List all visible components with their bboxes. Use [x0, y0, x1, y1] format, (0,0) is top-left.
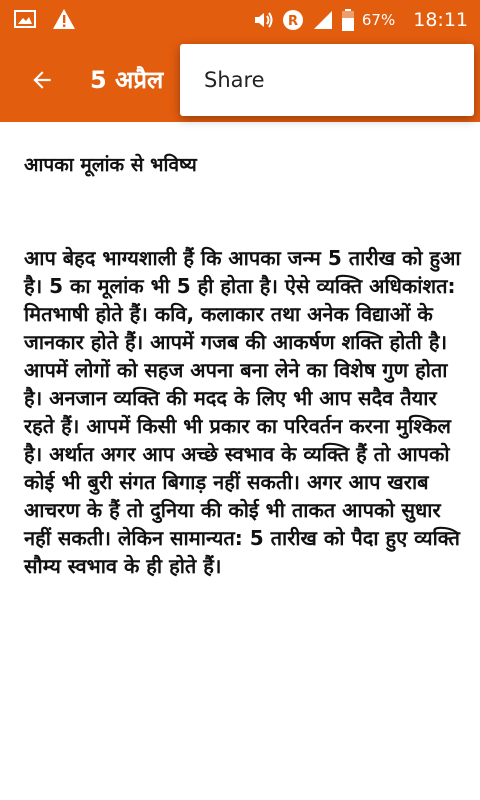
page-title: 5 अप्रैल — [90, 66, 164, 94]
battery-percent: 67% — [361, 11, 396, 29]
warning-icon — [52, 8, 76, 34]
vibrate-icon — [252, 10, 274, 30]
roaming-icon — [282, 9, 304, 31]
article — [24, 150, 464, 580]
status-right-icons — [252, 0, 468, 40]
overflow-menu — [180, 44, 474, 116]
gallery-icon — [14, 9, 36, 33]
battery-icon — [342, 9, 354, 31]
svg-text:R: R — [287, 14, 298, 29]
status-bar — [0, 0, 480, 40]
menu-item-share[interactable]: Share — [204, 68, 265, 92]
signal-icon — [312, 10, 334, 30]
article-heading: आपका मूलांक से भविष्य — [24, 154, 197, 176]
back-button[interactable] — [20, 60, 64, 104]
arrow-back-icon — [29, 67, 55, 97]
article-body: आप बेहद भाग्यशाली हैं कि आपका जन्म 5 तारीख को हुआ है। 5 का मूलांक भी 5 ही होता है। ऐसे व्यक्ति अधिकांशत: मितभाषी होते हैं। कवि, कलाकार तथा अनेक विद्याओं के जानकार होते हैं। आपमें गजब की आकर्षण शक्ति होती है। आपमें लोगों को सहज अपना बना लेने का विशेष गुण होता है। अनजान व्यक्ति की मदद के लिए भी आप सदैव तैयार रहते हैं। आपमें किसी भी प्रकार का परिवर्तन करना मुश्किल है। अर्थात अगर आप अच्छे स्वभाव के व्यक्ति हैं तो आपको कोई भी बुरी संगत बिगाड़ नहीं सकती। अगर आप खराब आचरण के हैं तो दुनिया की कोई भी ताकत आपको सुधार नहीं सकती। लेकिन सामान्यत: 5 तारीख को पैदा हुए व्यक्ति सौम्य स्वभाव के ही होते हैं। — [24, 246, 461, 578]
clock: 18:11 — [413, 9, 468, 31]
status-left-icons — [14, 8, 76, 34]
